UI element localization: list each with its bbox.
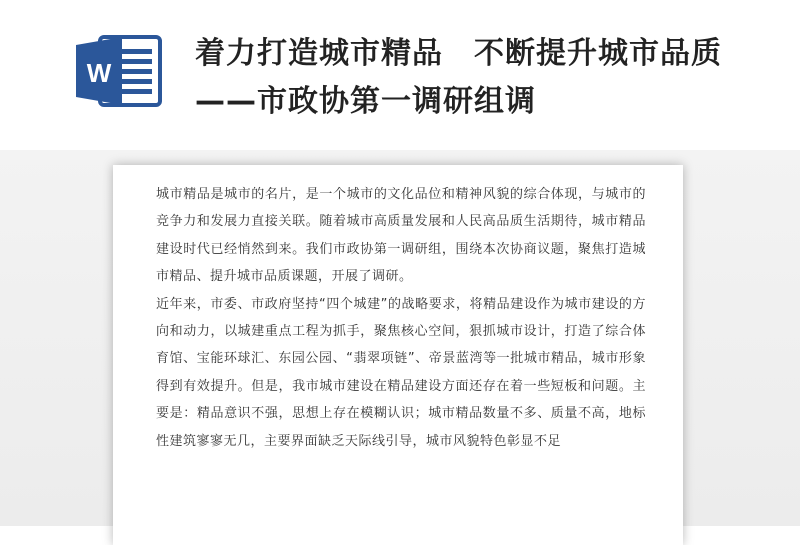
- svg-text:W: W: [86, 58, 112, 88]
- word-document-icon: [72, 33, 164, 109]
- body-paragraph: 近年来，市委、市政府坚持“四个城建”的战略要求，将精品建设作为城市建设的方向和动力，以城建重点工程为抓手，聚焦核心空间，狠抓城市设计，打造了综合体育馆、宝能环球汇、东园公园、“翡翠项链”、帝景蓝湾等一批城市精品，城市形象得到有效提升。但是，我市城市建设在精品建设方面还存在着一些短板和问题。主要是：精品意识不强，思想上存在模糊认识；城市精品数量不多、质量不高，地标性建筑寥寥无几，主要界面缺乏天际线引导，城市风貌特色彰显不足: [156, 296, 646, 449]
- body-paragraph: 城市精品是城市的名片，是一个城市的文化品位和精神风貌的综合体现，与城市的竞争力和发展力直接关联。随着城市高质量发展和人民高品质生活期待，城市精品建设时代已经悄然到来。我们市政协第一调研组，围绕本次协商议题，聚焦打造城市精品、提升城市品质课题，开展了调研。: [156, 187, 646, 285]
- document-body: [156, 181, 646, 455]
- preview-header: [0, 0, 800, 150]
- document-title: 着力打造城市精品 不断提升城市品质——市政协第一调研组调: [195, 36, 722, 119]
- document-page: [113, 165, 683, 545]
